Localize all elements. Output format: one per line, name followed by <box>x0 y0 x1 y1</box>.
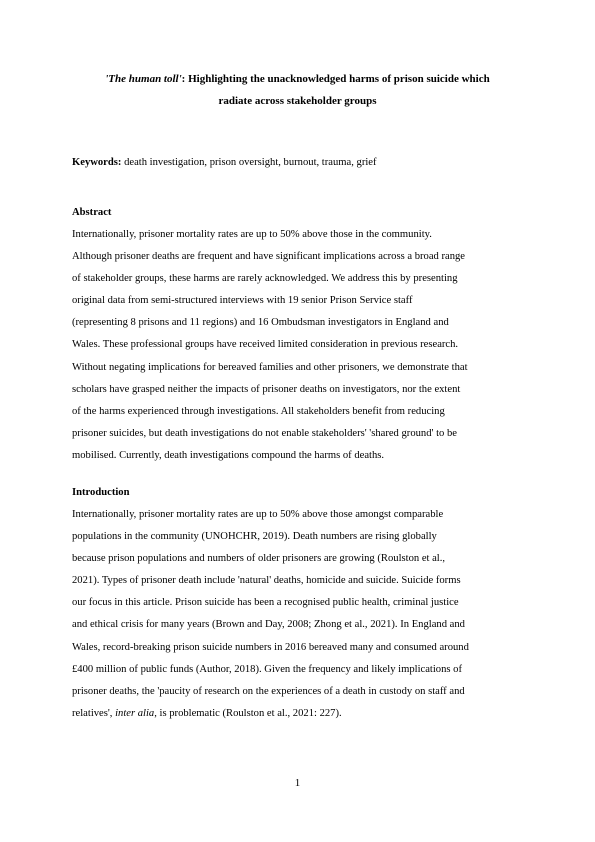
keywords-label: Keywords: <box>72 157 122 168</box>
keywords <box>72 152 523 174</box>
page-number: 1 <box>294 777 301 789</box>
abstract-line: Wales. These professional groups have received limited consideration in previous research. <box>72 339 459 351</box>
abstract-line: prisoner suicides, but death investigations do not enable stakeholders' 'shared ground' to be <box>72 427 457 439</box>
introduction-heading: Introduction <box>72 487 130 498</box>
intro-line: prisoner deaths, the 'paucity of research on the experiences of a death in custody on staff and <box>72 685 465 697</box>
intro-line: and ethical crisis for many years (Brown and Day, 2008; Zhong et al., 2021). In England and <box>72 619 465 631</box>
intro-last-italic: inter alia <box>115 707 155 719</box>
abstract-heading: Abstract <box>72 207 112 218</box>
intro-line: populations in the community (UNOHCHR, 2019). Death numbers are rising globally <box>72 531 437 543</box>
abstract-line: of stakeholder groups, these harms are rarely acknowledged. We address this by presenting <box>72 273 458 285</box>
abstract-line: original data from semi-structured interviews with 19 senior Prison Service staff <box>72 295 413 307</box>
intro-line: Internationally, prisoner mortality rates are up to 50% above those amongst comparable <box>72 509 444 520</box>
introduction-section <box>72 482 532 725</box>
abstract-line: scholars have grasped neither the impacts of prisoner deaths on investigators, nor the extent <box>72 383 461 395</box>
abstract-line: (representing 8 prisons and 11 regions) and 16 Ombudsman investigators in England and <box>72 317 449 329</box>
intro-last-after: , is problematic (Roulston et al., 2021: 227). <box>154 707 342 719</box>
intro-line: £400 million of public funds (Author, 2018). Given the frequency and likely implications of <box>72 663 462 675</box>
abstract-line: of the harms experienced through investigations. All stakeholders benefit from reducing <box>72 405 445 417</box>
paper-title <box>72 68 523 112</box>
abstract-section <box>72 202 532 467</box>
title-line2: radiate across stakeholder groups <box>218 95 377 107</box>
intro-last-line <box>72 703 532 725</box>
intro-line: Wales, record-breaking prison suicide numbers in 2016 bereaved many and consumed around <box>72 641 469 653</box>
intro-line: 2021). Types of prisoner death include 'natural' deaths, homicide and suicide. Suicide forms <box>72 575 461 587</box>
intro-last-before: relatives', <box>72 707 116 719</box>
keywords-text: death investigation, prison oversight, burnout, trauma, grief <box>121 157 377 168</box>
abstract-body <box>72 224 532 467</box>
intro-line: because prison populations and numbers of older prisoners are growing (Roulston et al., <box>72 553 446 565</box>
abstract-line: Internationally, prisoner mortality rates are up to 50% above those in the community. <box>72 229 432 240</box>
abstract-line: Although prisoner deaths are frequent and have significant implications across a broad range <box>72 251 466 263</box>
introduction-body <box>72 504 532 725</box>
intro-line: our focus in this article. Prison suicide has been a recognised public health, criminal justice <box>72 597 459 609</box>
abstract-line: mobilised. Currently, death investigations compound the harms of deaths. <box>72 449 385 461</box>
title-rest: : Highlighting the unacknowledged harms of prison suicide which <box>181 73 490 85</box>
title-italic: 'The human toll' <box>105 73 182 85</box>
abstract-line: Without negating implications for bereaved families and other prisoners, we demonstrate that <box>72 361 468 373</box>
